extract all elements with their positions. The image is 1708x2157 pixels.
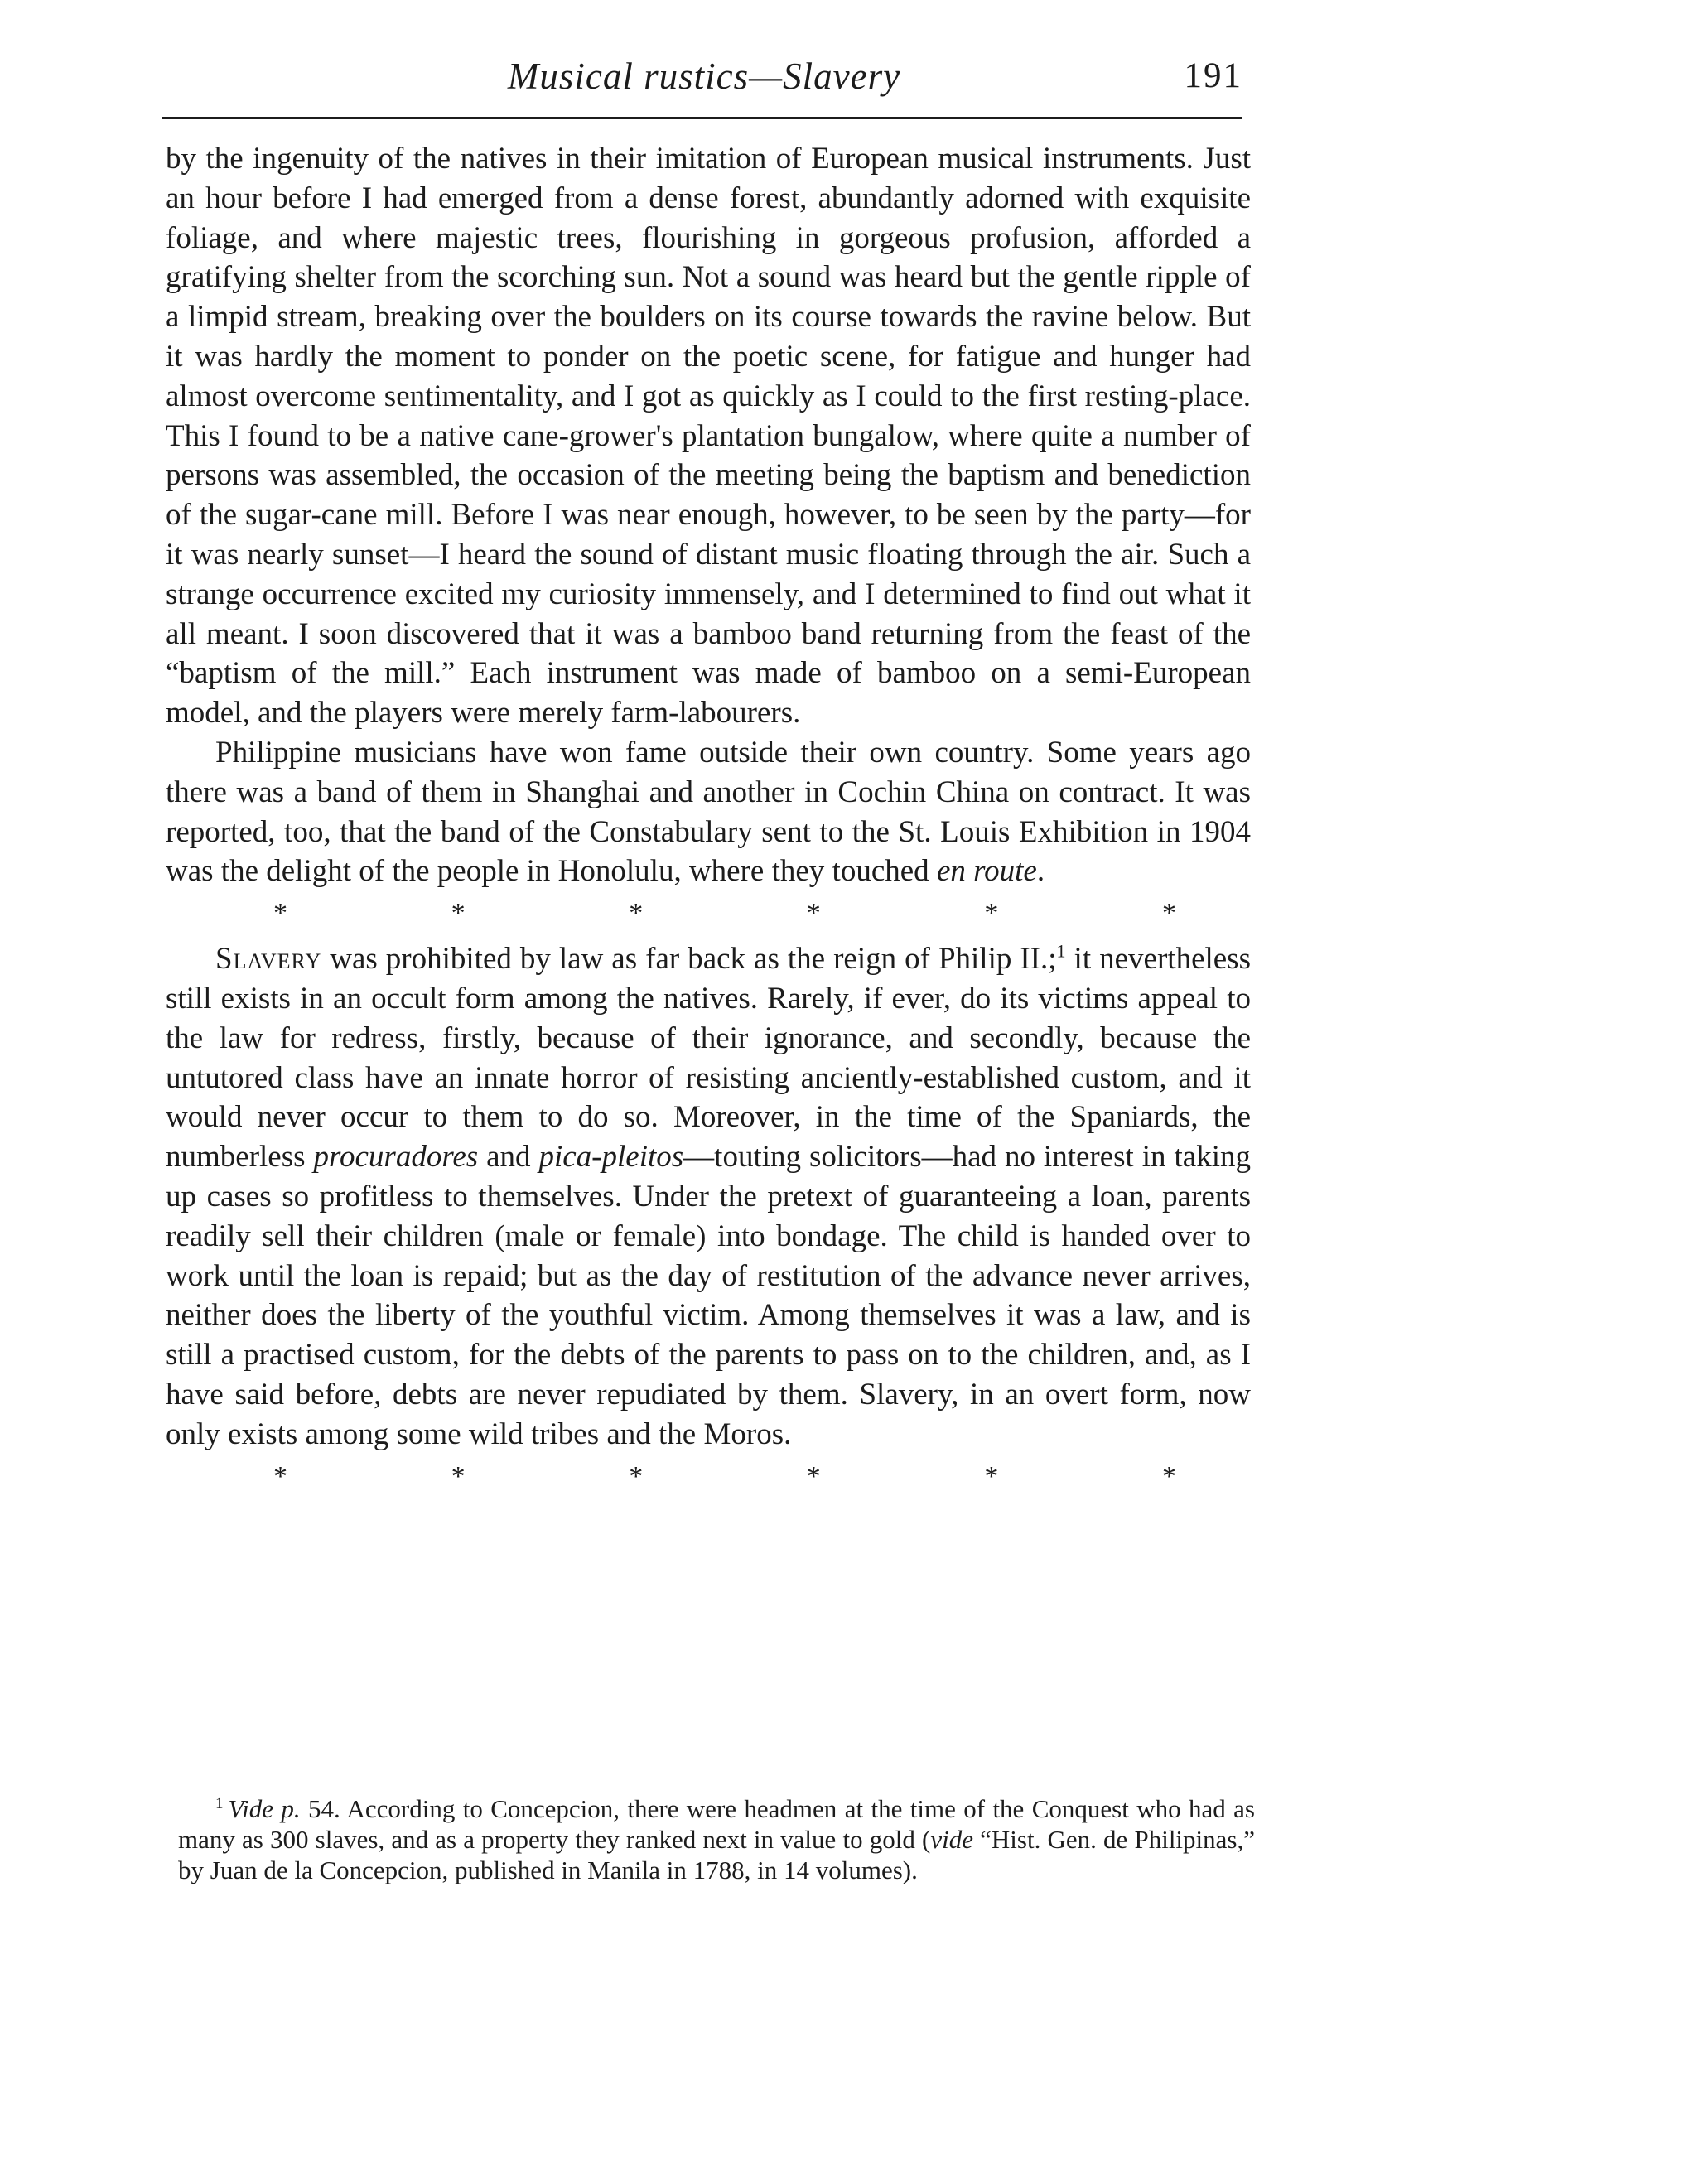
asterisk: * bbox=[1161, 1460, 1176, 1492]
asterisk: * bbox=[629, 898, 644, 929]
page-number: 191 bbox=[1184, 56, 1242, 95]
italic-phrase: en route bbox=[936, 854, 1037, 889]
body-text bbox=[166, 139, 1251, 1503]
running-title: Musical rustics—Slavery bbox=[507, 55, 901, 97]
asterisk: * bbox=[984, 898, 999, 929]
asterisk: * bbox=[1161, 898, 1176, 929]
italic-term: pica-pleitos bbox=[538, 1140, 684, 1175]
footnote-mark: 1 bbox=[215, 1794, 224, 1812]
paragraph-text: Philippine musicians have won fame outside their own country. Some years ago there was a band of them in Shanghai and another in Cochin China on contract. It was reported, too, that the band of the Constabulary sent to the St. Louis Exhibition in 1904 was the delight of the people in Honolulu, where they touched bbox=[166, 735, 1251, 889]
asterisk: * bbox=[629, 1460, 644, 1492]
paragraph-text: —touting solicitors—had no interest in taking up cases so profitless to themselves. Under the pretext of guaranteeing a loan, parents readily sell their children (male or female) into bondage. The child is handed over to work until the loan is repaid; but as the day of restitution of the advance never arrives, neither does the liberty of the youthful victim. Among themselves it was a law, and is still a practised custom, for the debts of the parents to pass on to the children, and, as I have said before, debts are never repudiated by them. Slavery, in an overt form, now only exists among some wild tribes and the Moros. bbox=[166, 1140, 1251, 1451]
footnote-text: 54. According to Concepcion, there were headmen at the time of the Conquest who had as many as 300 slaves, and as a property they ranked next in value to gold ( bbox=[178, 1794, 1255, 1854]
footnote-italic: vide bbox=[930, 1825, 973, 1854]
paragraph-slavery bbox=[166, 939, 1251, 1454]
asterisk: * bbox=[806, 898, 821, 929]
asterisk: * bbox=[806, 1460, 821, 1492]
paragraph-musicians-abroad bbox=[166, 733, 1251, 891]
asterisk: * bbox=[273, 898, 287, 929]
footnote-italic: Vide p. bbox=[228, 1794, 301, 1823]
italic-term: procuradores bbox=[313, 1140, 479, 1175]
asterisk: * bbox=[984, 1460, 999, 1492]
asterisk: * bbox=[273, 1460, 287, 1492]
header-rule bbox=[162, 117, 1242, 119]
section-divider bbox=[166, 1460, 1251, 1496]
footnotes bbox=[178, 1793, 1255, 1885]
footnote-reference[interactable]: 1 bbox=[1056, 940, 1066, 962]
asterisk: * bbox=[451, 1460, 466, 1492]
section-lead-word: Slavery bbox=[215, 942, 322, 977]
paragraph-text: and bbox=[478, 1140, 539, 1175]
paragraph-text: it nevertheless still exists in an occult form among the natives. Rarely, if ever, do its victims appeal to the law for redress, firstly, because of their ignorance, and secondly, because the untutored class have an innate horror of resisting anciently-established custom, and it would never occur to them to do so. Moreover, in the time of the Spaniards, the numberless bbox=[166, 942, 1251, 1175]
paragraph-bamboo-band bbox=[166, 139, 1251, 733]
footnote-text: “Hist. Gen. de Philipinas,” by Juan de la Concepcion, published in Manila in 1788, in 14 volumes). bbox=[178, 1825, 1255, 1884]
footnote bbox=[178, 1793, 1255, 1885]
section-divider bbox=[166, 900, 1251, 933]
running-head bbox=[166, 51, 1242, 109]
paragraph-text: was prohibited by law as far back as the reign of Philip II.; bbox=[321, 942, 1057, 977]
paragraph-tail: . bbox=[1036, 854, 1045, 889]
paragraph-text: by the ingenuity of the natives in their imitation of European musical instruments. Just an hour before I had emerged from a dense forest, abundantly adorned with exquisite foliage, and where majestic trees, flourishing in gorgeous profusion, afforded a gratifying shelter from the scorching sun. Not a sound was heard but the gentle ripple of a limpid stream, breaking over the boulders on its course towards the ravine below. But it was hardly the moment to ponder on the poetic scene, for fatigue and hunger had almost overcome sentimentality, and I got as quickly as I could to the first resting-place. This I found to be a native cane-grower's plantation bungalow, where quite a number of persons was assembled, the occasion of the meeting being the baptism and benediction of the sugar-cane mill. Before I was near enough, however, to be seen by the party—for it was nearly sunset—I heard the sound of distant music floating through the air. Such a strange occurrence excited my curiosity immensely, and I determined to find out what it all meant. I soon discovered that it was a bamboo band returning from the feast of the “baptism of the mill.” Each instrument was made of bamboo on a semi-European model, and the players were merely farm-labourers. bbox=[166, 142, 1251, 731]
asterisk: * bbox=[451, 898, 466, 929]
